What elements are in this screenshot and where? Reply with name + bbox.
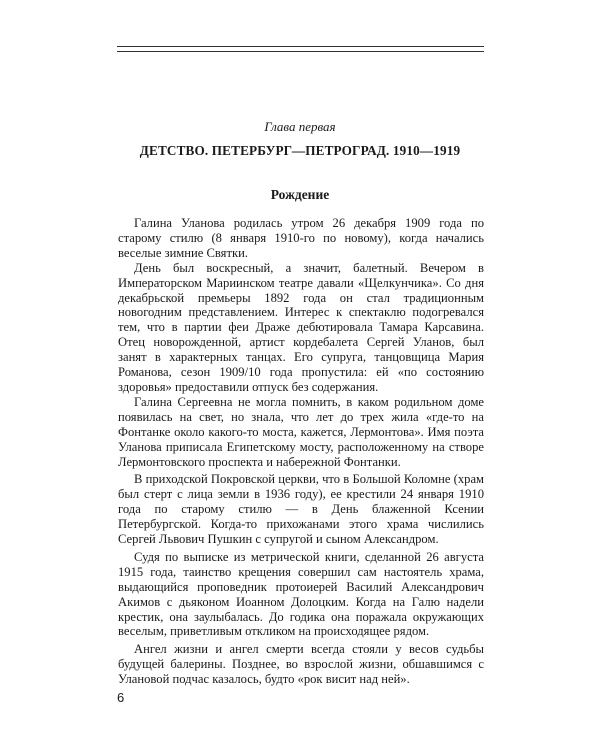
paragraph: В приходской Покровской церкви, что в Большой Коломне (храм был стерт с лица земли в 1936 году), ее крестили 24 января 1910 года по старому стилю — в День блаженной Ксении Петербургской. Когда-то прихожанами этого храма числились Сергей Львович Пушкин с супругой и сыном Александром. [118, 472, 484, 547]
chapter-title: ДЕТСТВО. ПЕТЕРБУРГ—ПЕТРОГРАД. 1910—1919 [139, 143, 461, 158]
section-title: Рождение [270, 187, 330, 202]
paragraph: День был воскресный, а значит, балетный. Вечером в Императорском Мариинском театре давали «Щелкунчика». Со дня декабрьской премьеры 1892 года он стал традиционным новогодним представлением. Интерес к спектаклю подогревался тем, что в партии феи Драже дебютировала Тамара Карсавина. Отец новорожденной, артист кордебалета Сергей Уланов, был занят в характерных танцах. Его супруга, танцовщица Мария Романова, сезон 1909/10 года пропустила: ей «по состоянию здоровья» предоставили отпуск без содержания. [118, 260, 484, 394]
paragraph: Ангел жизни и ангел смерти всегда стояли у весов судьбы будущей балерины. Позднее, во взрослой жизни, обшавшимся с Улановой подчас казалось, будто «рок висит над ней». [118, 642, 484, 687]
header-double-rule [117, 46, 484, 52]
chapter-label: Глава первая [264, 119, 336, 134]
body-text [118, 216, 484, 687]
paragraph: Галина Уланова родилась утром 26 декабря 1909 года по старому стилю (8 января 1910-го по новому), когда начались веселые зимние Святки. [118, 216, 484, 260]
page-number: 6 [117, 690, 125, 705]
paragraph: Судя по выписке из метрической книги, сделанной 26 августа 1915 года, таинство крещения совершил сам настоятель храма, выдающийся проповедник протоиерей Василий Александрович Акимов с дьяконом Иоанном Долоцким. Когда на Галю надели крестик, она заулыбалась. До годика она поражала окружающих веселым, приветливым откликом на происходящее рядом. [118, 549, 484, 639]
paragraph: Галина Сергеевна не могла помнить, в каком родильном доме появилась на свет, но знала, что лет до трех жила «где-то на Фонтанке около какого-то моста, кажется, Лермонтова». Имя поэта Уланова приписала Египетскому мосту, расположенному на створе Лермонтовского проспекта и набережной Фонтанки. [118, 394, 484, 469]
